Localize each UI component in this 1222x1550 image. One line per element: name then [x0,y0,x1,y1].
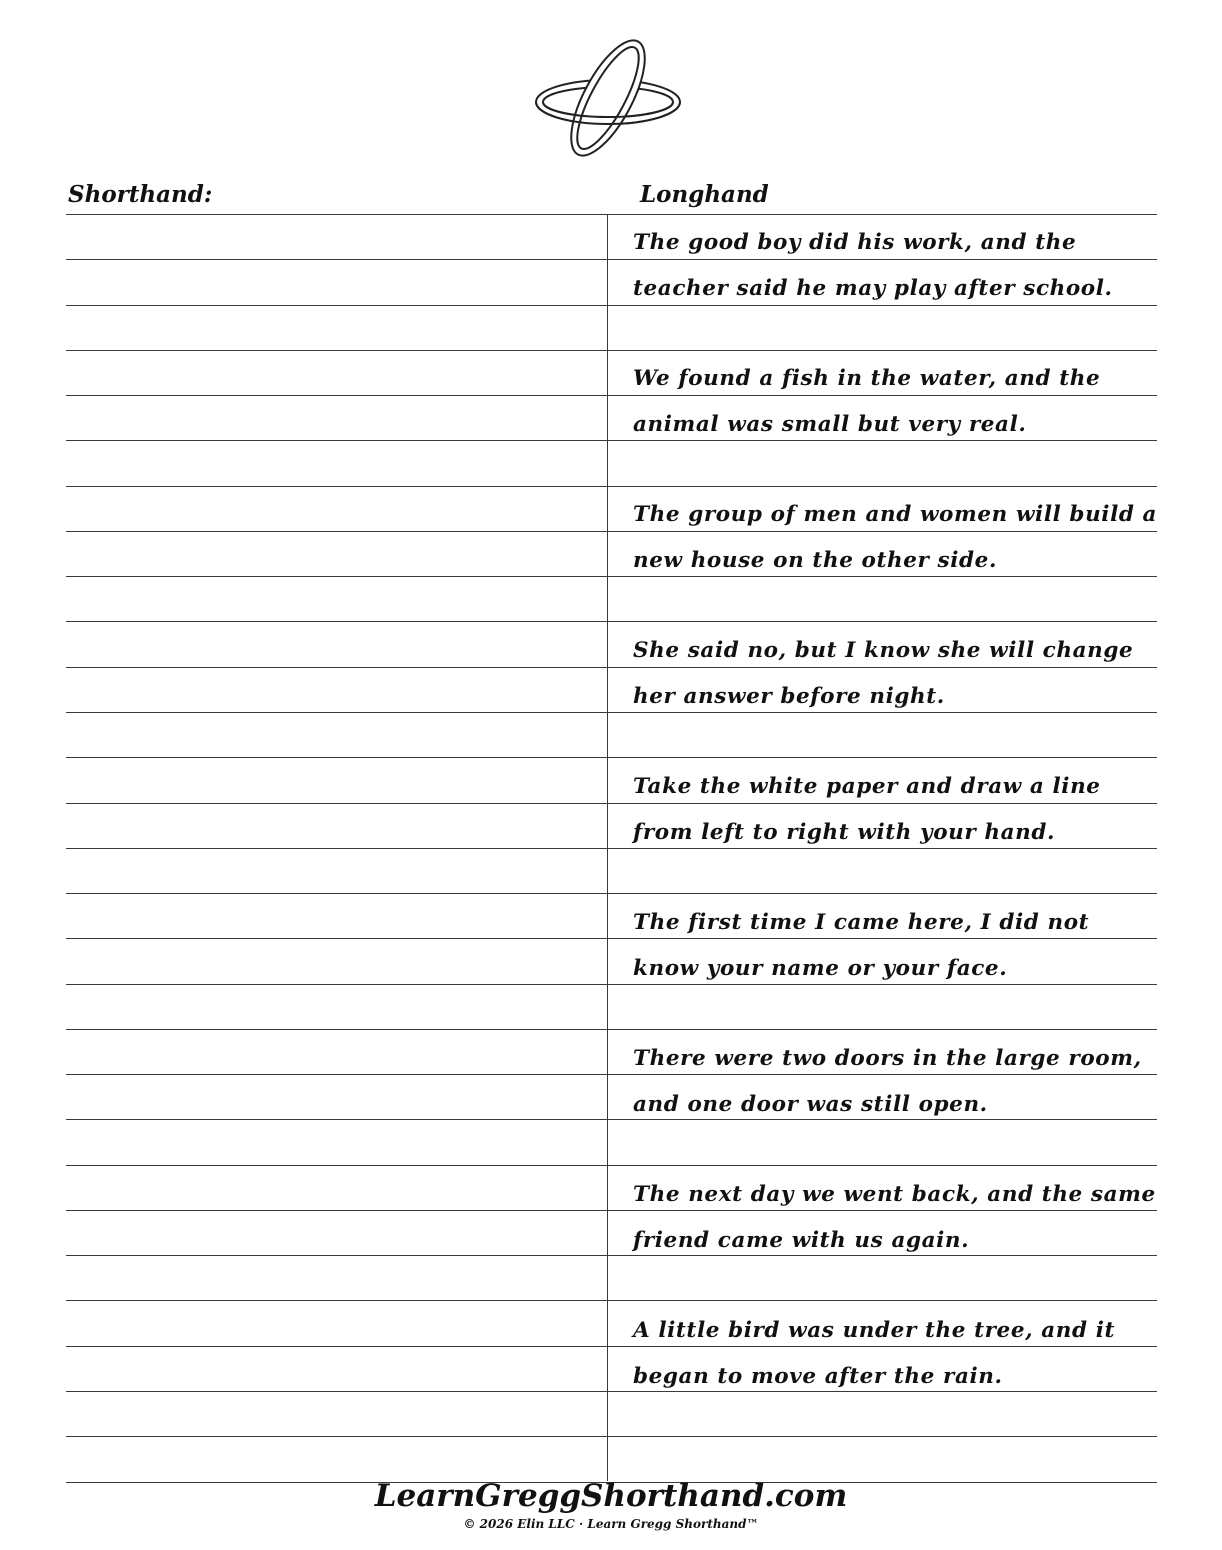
longhand-sentence-line: began to move after the rain. [633,1364,1003,1389]
longhand-sentence-line: Take the white paper and draw a line [633,774,1101,799]
longhand-sentence-line: and one door was still open. [633,1092,988,1117]
ruled-line [66,984,1157,985]
footer-website: LearnGreggShorthand.com [374,1478,848,1514]
ruled-line [66,893,1157,894]
longhand-sentence-line: The next day we went back, and the same [633,1182,1156,1207]
longhand-sentence-line: A little bird was under the tree, and it [633,1318,1116,1343]
ruled-line [66,1255,1157,1256]
ruled-line [66,1074,1157,1075]
ruled-line [66,259,1157,260]
ruled-line [66,621,1157,622]
interlocking-rings-icon [528,32,688,164]
ruled-line [66,757,1157,758]
longhand-column-header: Longhand [640,181,769,208]
column-divider [607,214,608,1481]
longhand-sentence-line: We found a fish in the water, and the [633,366,1101,391]
longhand-sentence-line: She said no, but I know she will change [633,638,1134,663]
longhand-sentence-line: teacher said he may play after school. [633,276,1113,301]
longhand-sentence-line: There were two doors in the large room, [633,1046,1142,1071]
ruled-line [66,350,1157,351]
ruled-line [66,1119,1157,1120]
ruled-line [66,531,1157,532]
longhand-sentence-line: new house on the other side. [633,548,998,573]
ruled-line [66,395,1157,396]
longhand-sentence-line: The good boy did his work, and the [633,230,1077,255]
ruled-line [66,938,1157,939]
ruled-line [66,848,1157,849]
ruled-line [66,1210,1157,1211]
longhand-sentence-line: her answer before night. [633,684,945,709]
ruled-line [66,1436,1157,1437]
ruled-line [66,214,1157,215]
ruled-line [66,1346,1157,1347]
ruled-line [66,712,1157,713]
ruled-line [66,803,1157,804]
ruled-line [66,1391,1157,1392]
longhand-sentence-line: animal was small but very real. [633,412,1027,437]
longhand-sentence-line: from left to right with your hand. [633,820,1056,845]
longhand-sentence-line: know your name or your face. [633,956,1008,981]
longhand-sentence-line: friend came with us again. [633,1228,970,1253]
ruled-line [66,1300,1157,1301]
ruled-line [66,440,1157,441]
ruled-line [66,486,1157,487]
footer-copyright: © 2026 Elin LLC · Learn Gregg Shorthand™ [463,1517,759,1531]
longhand-sentence-line: The group of men and women will build a [633,502,1158,527]
ruled-line [66,667,1157,668]
ruled-line [66,576,1157,577]
longhand-sentence-line: The first time I came here, I did not [633,910,1090,935]
ruled-line [66,1029,1157,1030]
ruled-line [66,1165,1157,1166]
shorthand-column-header: Shorthand: [68,181,213,208]
ruled-line [66,305,1157,306]
